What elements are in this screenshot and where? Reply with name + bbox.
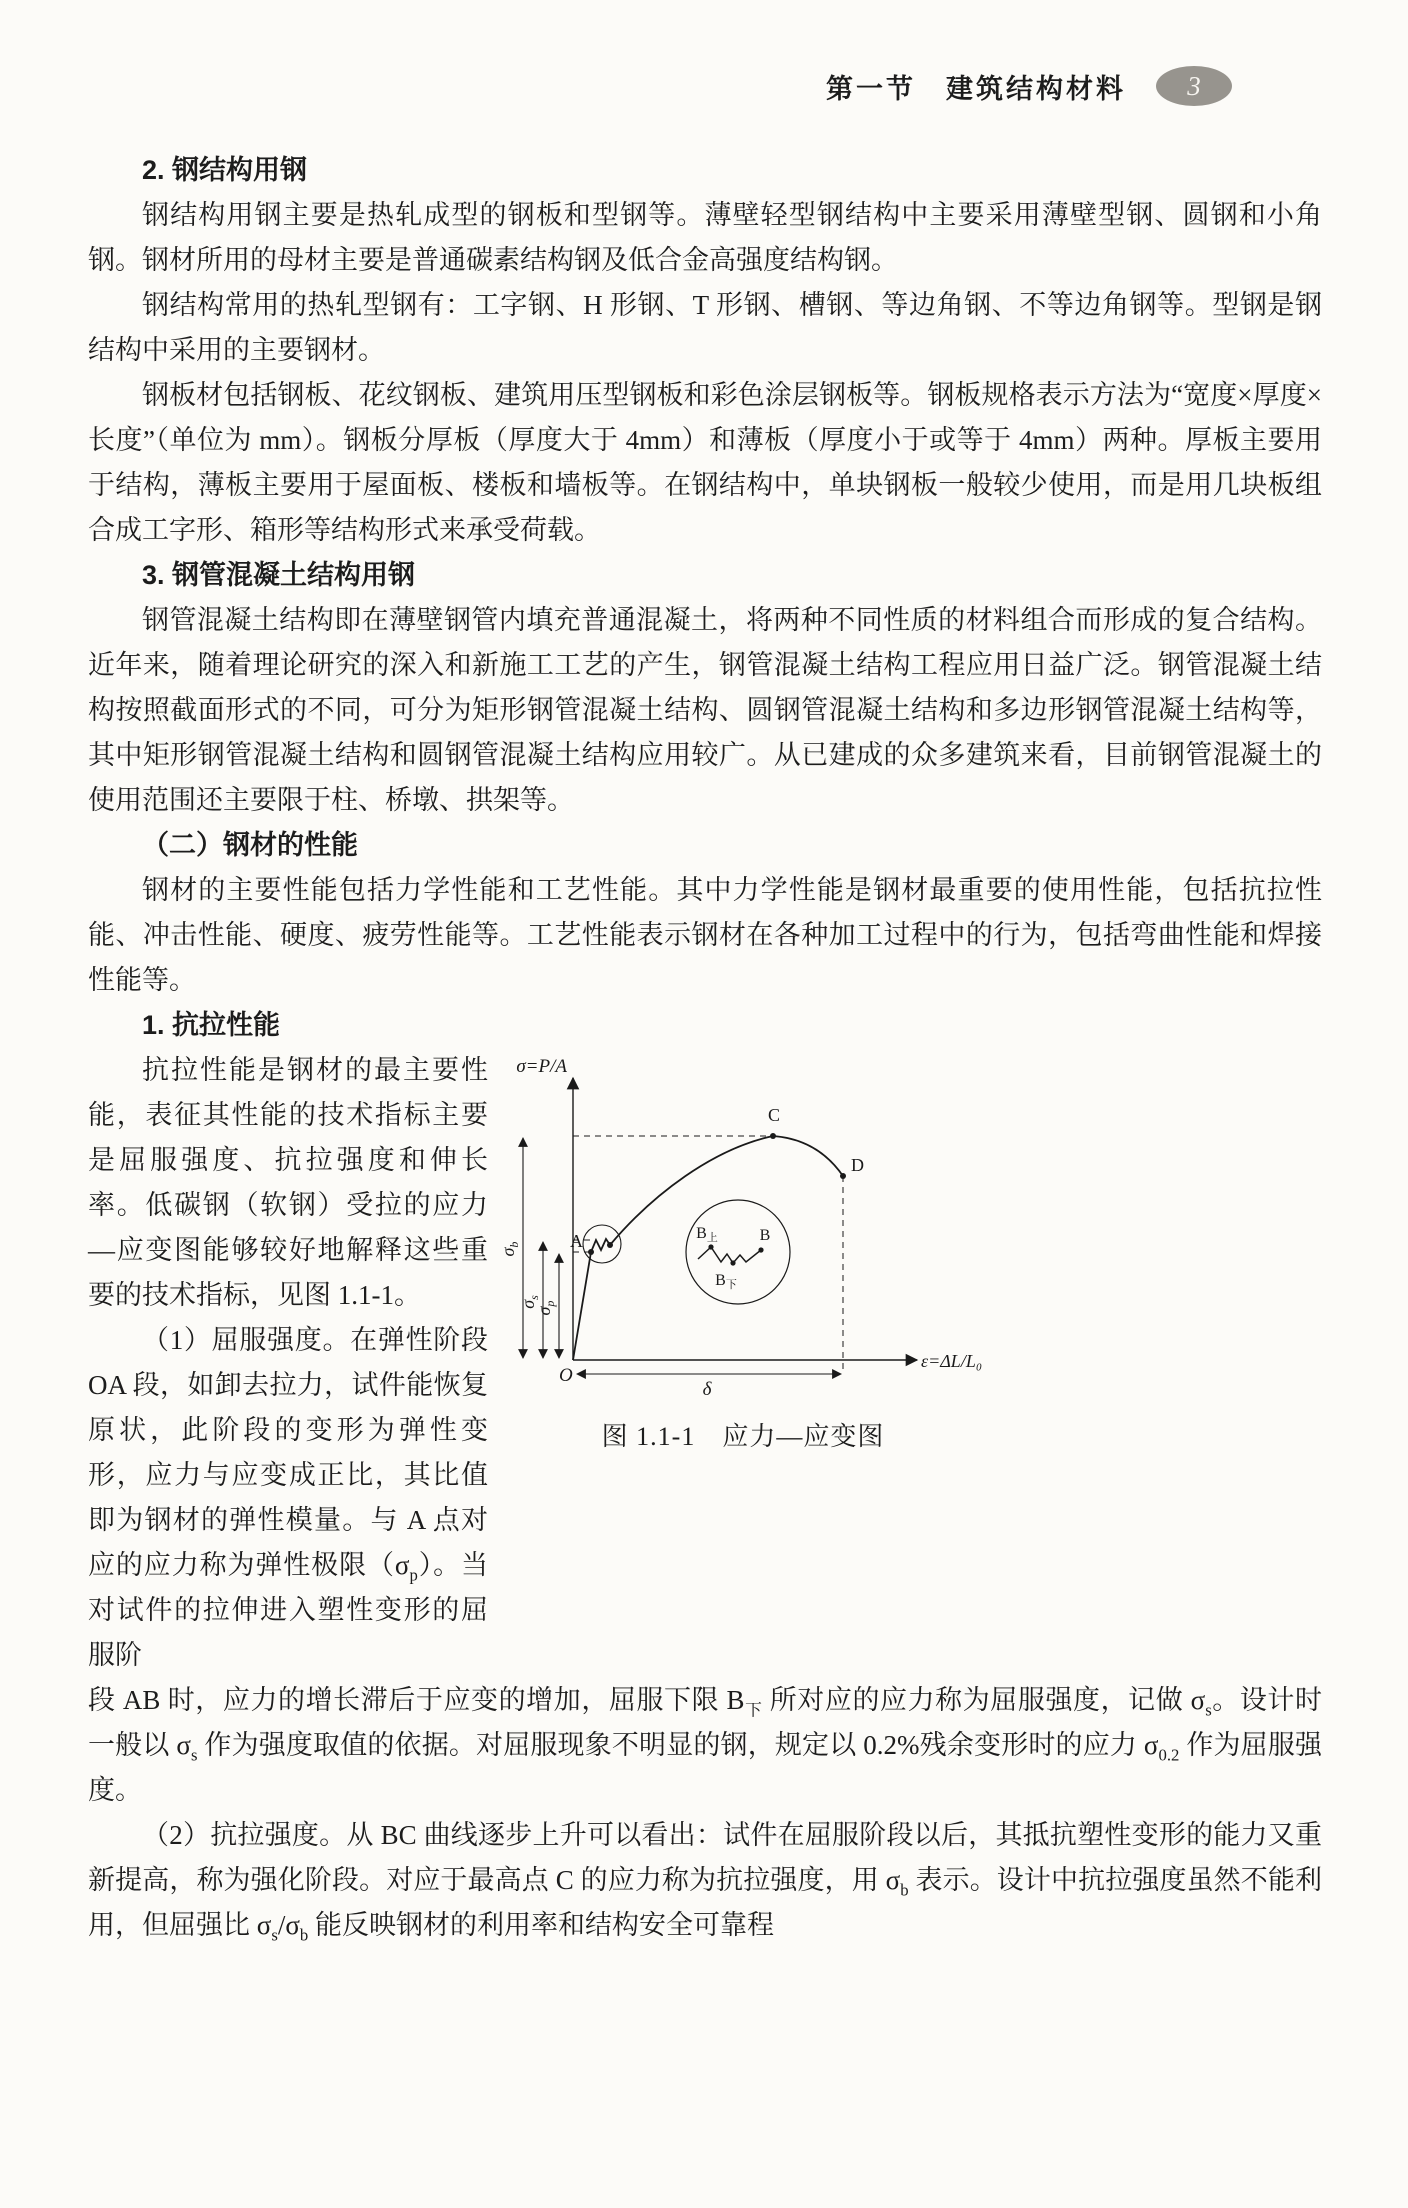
paragraph-tensile-intro: 抗拉性能是钢材的最主要性能，表征其性能的技术指标主要是屈服强度、抗拉强度和伸长率。低碳钢（软钢）受拉的应力—应变图能够较好地解释这些重要的技术指标，见图 1.1-1。 (88, 1055, 488, 1310)
point-a-label: A (570, 1231, 583, 1251)
paragraph-ultimate-strength: （2）抗拉强度。从 BC 曲线逐步上升可以看出：试件在屈服阶段以后，其抵抗塑性变形的能力又重新提高，称为强化阶段。对应于最高点 C 的应力称为抗拉强度，用 $\sigma_b$ 表示。设计中抗拉强度虽然不能利用，但屈强比 $\sigma_s/\sigma_b$ 能反映钢材的利用率和结构安全可靠程 (88, 1820, 1323, 1945)
heading-cfst-steel: 3. 钢管混凝土结构用钢 (142, 560, 416, 590)
paragraph-steel-plate: 钢板材包括钢板、花纹钢板、建筑用压型钢板和彩色涂层钢板等。钢板规格表示方法为“宽度×厚度×长度”（单位为 mm）。钢板分厚板（厚度大于 4mm）和薄板（厚度小于或等于 4mm）两种。厚板主要用于结构，薄板主要用于屋面板、楼板和墙板等。在钢结构中，单块钢板一般较少使用，而是用几块板组合成工字形、箱形等结构形式来承受荷载。 (88, 380, 1322, 545)
b-upper-dot (708, 1244, 713, 1249)
point-d-label: D (851, 1155, 864, 1175)
wrap-text-column (88, 1048, 488, 1678)
figure-caption: 图 1.1-1 应力—应变图 (601, 1422, 885, 1451)
figure-column (488, 1048, 998, 1459)
page-number-badge (1156, 66, 1232, 106)
y-axis-label: σ=P/A (516, 1056, 567, 1077)
paragraph-steel-sections: 钢结构常用的热轧型钢有：工字钢、H 形钢、T 形钢、槽钢、等边角钢、不等边角钢等。型钢是钢结构中采用的主要钢材。 (88, 290, 1322, 365)
yield-inset-zigzag (698, 1247, 761, 1263)
heading-steel-properties: （二）钢材的性能 (142, 830, 358, 860)
yield-region-circle (583, 1225, 621, 1263)
section-title: 第一节 建筑结构材料 (826, 73, 1126, 104)
heading-tensile-performance: 1. 抗拉性能 (142, 1010, 281, 1040)
sigma-b-label: $\sigma_b$ (498, 1241, 521, 1257)
stress-strain-curve (573, 1136, 843, 1360)
paragraph-steel-base: 钢结构用钢主要是热轧成型的钢板和型钢等。薄壁轻型钢结构中主要采用薄壁型钢、圆钢和小角钢。钢材所用的母材主要是普通碳素结构钢及低合金高强度结构钢。 (88, 200, 1322, 275)
b-point-label: B (759, 1227, 771, 1244)
page-number: 3 (1187, 70, 1201, 101)
stress-strain-diagram (493, 1054, 993, 1406)
sigma-p-label: $\sigma_p$ (534, 1300, 557, 1316)
b-lower-label: B下 (715, 1272, 737, 1291)
paragraph-properties: 钢材的主要性能包括力学性能和工艺性能。其中力学性能是钢材最重要的使用性能，包括抗拉性能、冲击性能、硬度、疲劳性能等。工艺性能表示钢材在各种加工过程中的行为，包括弯曲性能和焊接性能等。 (88, 875, 1322, 995)
paragraph-yield-strength-continued: 段 AB 时，应力的增长滞后于应变的增加，屈服下限 $B_下$ 所对应的应力称为屈服强度，记做 $\sigma_s$。设计时一般以 $\sigma_s$ 作为强度取值的依据。对屈服现象不明显的钢，规定以 0.2%残余变形时的应力 $\sigma_{0.2}$ 作为屈服强度。 (88, 1685, 1323, 1805)
paragraph-cfst: 钢管混凝土结构即在薄壁钢管内填充普通混凝土，将两种不同性质的材料组合而形成的复合结构。近年来，随着理论研究的深入和新施工工艺的产生，钢管混凝土结构工程应用日益广泛。钢管混凝土结构按照截面形式的不同，可分为矩形钢管混凝土结构、圆钢管混凝土结构和多边形钢管混凝土结构等，其中矩形钢管混凝土结构和圆钢管混凝土结构应用较广。从已建成的众多建筑来看，目前钢管混凝土的使用范围还主要限于柱、桥墩、拱架等。 (88, 605, 1322, 815)
text-figure-wrap (88, 1048, 1322, 1678)
sigma-s-label: $\sigma_s$ (518, 1295, 541, 1309)
delta-label: δ (702, 1379, 712, 1400)
paragraph-yield-strength-left: （1）屈服强度。在弹性阶段 OA 段，如卸去拉力，试件能恢复原状，此阶段的变形为弹性变形，应力与应变成正比，其比值即为钢材的弹性模量。与 A 点对应的应力称为弹性极限$(\sigma_p)$。当对试件的拉伸进入塑性变形的屈服阶 (88, 1325, 489, 1670)
b-upper-label: B上 (696, 1225, 718, 1244)
heading-steel-for-structures: 2. 钢结构用钢 (142, 155, 308, 185)
point-after-yield-dot (607, 1242, 613, 1248)
b-lower-dot (730, 1260, 735, 1265)
yield-inset-circle (686, 1200, 790, 1304)
x-axis-label: ε=ΔL/L₀ (921, 1351, 983, 1371)
origin-label: O (559, 1365, 573, 1386)
page-body (88, 148, 1322, 1948)
page-header (0, 66, 1232, 106)
point-c-label: C (767, 1105, 781, 1125)
b-point-dot (758, 1247, 763, 1252)
